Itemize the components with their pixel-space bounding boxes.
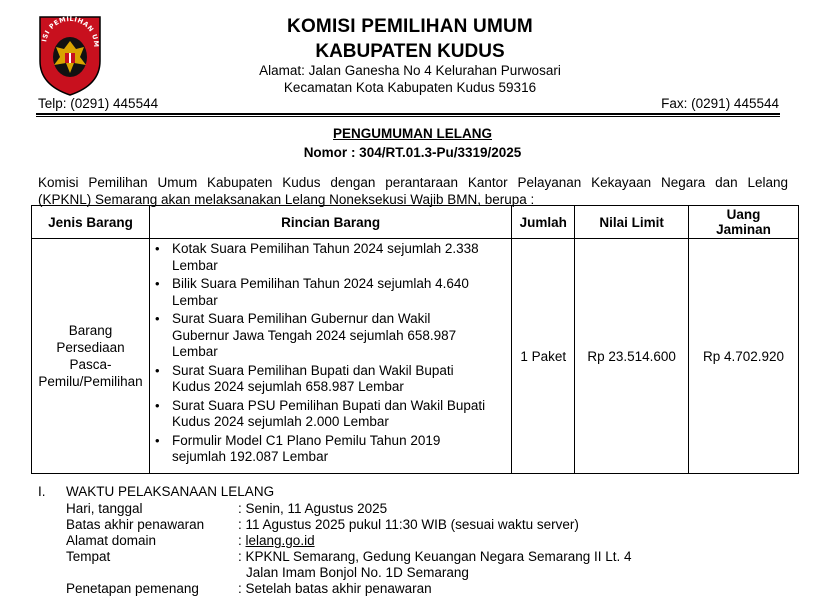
label-penetapan-pemenang: Penetapan pemenang — [66, 581, 199, 596]
cell-jenis-barang — [32, 239, 150, 474]
section-number: I. — [38, 484, 46, 499]
intro-line1: Komisi Pemilihan Umum Kabupaten Kudus dengan perantaraan Kantor Pelayanan Kekayaan Negara dan Lelang — [38, 175, 788, 190]
cell-nilai-limit: Rp 23.514.600 — [575, 239, 689, 474]
jenis-line: Pasca- — [69, 357, 112, 372]
item-text: sejumlah 192.087 Lembar — [171, 449, 329, 464]
header-uang-jaminan-l2: Jaminan — [716, 222, 771, 237]
header-nilai-limit: Nilai Limit — [575, 206, 689, 239]
item-text: • Surat Suara Pemilihan Gubernur dan Wakil — [171, 311, 431, 326]
value-hari-tanggal: : Senin, 11 Agustus 2025 — [238, 501, 388, 516]
label-hari-tanggal: Hari, tanggal — [66, 501, 143, 516]
table-header-row — [32, 206, 799, 239]
kpu-logo — [36, 11, 104, 97]
list-item — [172, 398, 507, 431]
list-item — [172, 363, 507, 396]
item-text: • Formulir Model C1 Plano Pemilu Tahun 2019 — [171, 432, 441, 448]
item-text: • Kotak Suara Pemilihan Tahun 2024 sejumlah 2.338 — [171, 241, 479, 256]
address-line1: Alamat: Jalan Ganesha No 4 Kelurahan Purwosari — [259, 63, 561, 78]
value-alamat-domain — [238, 533, 315, 548]
document-number: Nomor : 304/RT.01.3-Pu/3319/2025 — [303, 145, 522, 160]
label-batas-akhir: Batas akhir penawaran — [66, 517, 205, 532]
table-row — [32, 239, 799, 474]
item-text: Lembar — [171, 292, 218, 308]
value-tempat-line2: Jalan Imam Bonjol No. 1D Semarang — [246, 565, 469, 580]
list-item — [172, 241, 507, 274]
logo-text: ISI PEMILIHAN UM — [40, 14, 101, 48]
label-alamat-domain: Alamat domain — [66, 533, 157, 548]
org-name-line2: KABUPATEN KUDUS — [315, 41, 505, 62]
label-tempat: Tempat — [66, 549, 111, 564]
auction-items-table — [31, 205, 799, 474]
letterhead-rule — [36, 113, 780, 117]
header-rincian-barang: Rincian Barang — [149, 206, 511, 239]
header-uang-jaminan — [689, 206, 799, 239]
telephone: Telp: (0291) 445544 — [38, 96, 159, 111]
item-text: • Bilik Suara Pemilihan Tahun 2024 sejumlah 4.640 — [171, 276, 469, 291]
domain-prefix: : — [238, 533, 246, 548]
item-text: Lembar — [171, 344, 218, 359]
cell-uang-jaminan: Rp 4.702.920 — [689, 239, 799, 474]
item-text: Kudus 2024 sejumlah 2.000 Lembar — [171, 414, 389, 429]
address-line2: Kecamatan Kota Kabupaten Kudus 59316 — [283, 80, 537, 95]
value-penetapan-pemenang: : Setelah batas akhir penawaran — [238, 581, 432, 596]
item-text: Lembar — [171, 257, 218, 273]
intro-line2: (KPKNL) Semarang akan melaksanakan Lelang Noneksekusi Wajib BMN, berupa : — [38, 192, 535, 207]
rincian-list — [150, 241, 507, 466]
list-item — [172, 276, 507, 309]
jenis-line: Barang — [68, 323, 113, 338]
fax: Fax: (0291) 445544 — [661, 96, 779, 111]
domain-link[interactable]: lelang.go.id — [245, 533, 315, 548]
item-text: Gubernur Jawa Tengah 2024 sejumlah 658.987 — [171, 327, 457, 343]
item-text: Kudus 2024 sejumlah 658.987 Lembar — [171, 379, 404, 394]
jenis-line: Persediaan — [56, 340, 125, 355]
section-title: WAKTU PELAKSANAAN LELANG — [66, 484, 275, 499]
list-item — [172, 433, 507, 466]
header-uang-jaminan-l1: Uang — [726, 207, 761, 222]
list-item — [172, 311, 507, 361]
value-tempat: : KPKNL Semarang, Gedung Keuangan Negara Semarang II Lt. 4 — [238, 549, 632, 564]
header-jenis-barang: Jenis Barang — [32, 206, 150, 239]
item-text: • Surat Suara Pemilihan Bupati dan Wakil Bupati — [171, 362, 454, 378]
item-text: • Surat Suara PSU Pemilihan Bupati dan Wakil Bupati — [171, 397, 486, 413]
document-title: PENGUMUMAN LELANG — [333, 126, 492, 141]
cell-rincian-barang — [149, 239, 511, 474]
jenis-line: Pemilu/Pemilihan — [38, 374, 143, 389]
org-name-line1: KOMISI PEMILIHAN UMUM — [287, 16, 533, 37]
value-batas-akhir: : 11 Agustus 2025 pukul 11:30 WIB (sesuai waktu server) — [238, 517, 579, 532]
intro-paragraph — [38, 174, 788, 208]
header-jumlah: Jumlah — [512, 206, 575, 239]
cell-jumlah: 1 Paket — [512, 239, 575, 474]
